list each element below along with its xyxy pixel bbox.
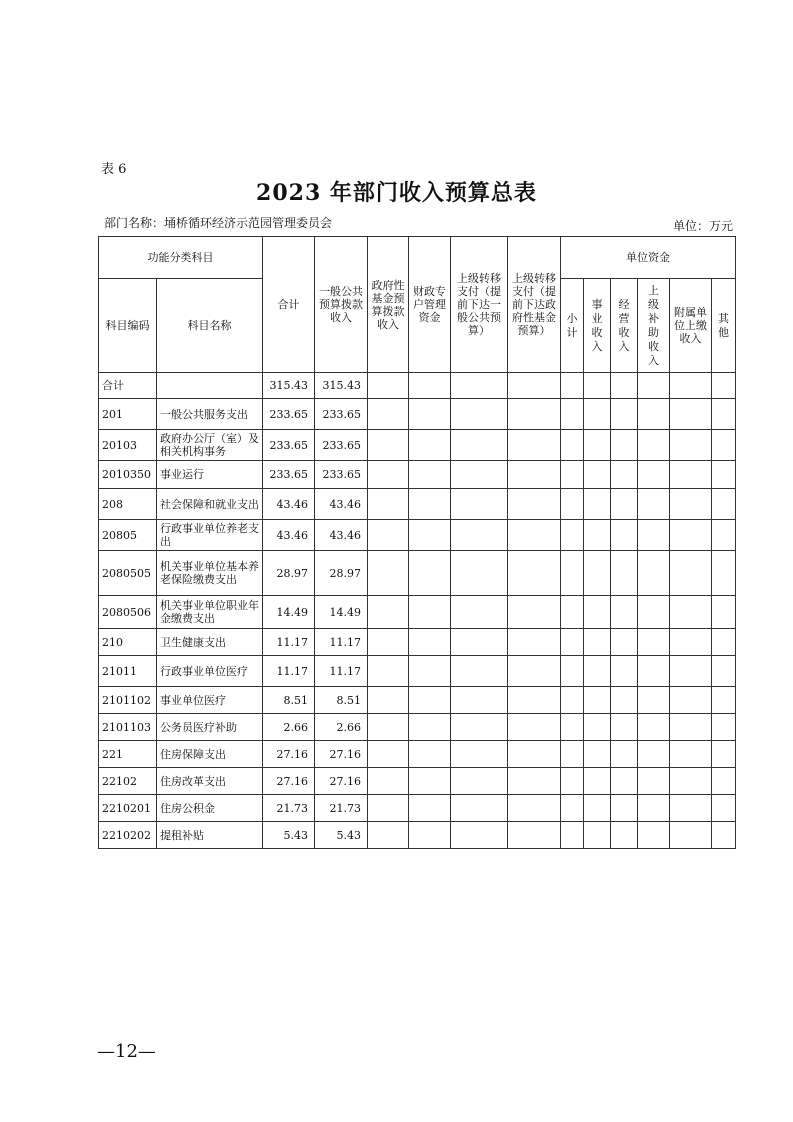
page-title: 2023 年部门收入预算总表 xyxy=(256,180,537,206)
row-total: 233.65 xyxy=(263,399,315,430)
row-code: 2210201 xyxy=(99,795,157,822)
row-code: 20805 xyxy=(99,520,157,551)
row-name: 行政事业单位养老支出 xyxy=(157,520,263,551)
unit-label: 单位：万元 xyxy=(672,219,733,233)
row-code: 2080505 xyxy=(99,551,157,596)
row-general: 21.73 xyxy=(315,795,368,822)
row-name: 公务员医疗补助 xyxy=(157,714,263,741)
row-code: 22102 xyxy=(99,768,157,795)
row-name: 一般公共服务支出 xyxy=(157,399,263,430)
row-general: 43.46 xyxy=(315,489,368,520)
row-name: 机关事业单位基本养老保险缴费支出 xyxy=(157,551,263,596)
header-transfer-fund: 上级转移支付（提前下达政府性基金预算） xyxy=(508,237,561,373)
row-code: 2080506 xyxy=(99,596,157,629)
row-total: 11.17 xyxy=(263,656,315,687)
header-gov-fund: 政府性基金预算拨款收入 xyxy=(368,237,409,373)
row-name: 卫生健康支出 xyxy=(157,629,263,656)
row-name: 住房改革支出 xyxy=(157,768,263,795)
row-general: 11.17 xyxy=(315,629,368,656)
header-func-class: 功能分类科目 xyxy=(99,237,263,279)
header-operating-income xyxy=(611,279,638,373)
header-operating-income-text: 经营收入 xyxy=(618,297,630,353)
row-general: 43.46 xyxy=(315,520,368,551)
header-subtotal-text: 小计 xyxy=(566,311,578,339)
row-name: 事业单位医疗 xyxy=(157,687,263,714)
row-code: 2010350 xyxy=(99,461,157,489)
row-code: 合计 xyxy=(99,373,157,399)
row-code: 2210202 xyxy=(99,822,157,849)
row-total: 28.97 xyxy=(263,551,315,596)
page-number: —12— xyxy=(97,1041,156,1062)
row-total: 21.73 xyxy=(263,795,315,822)
row-total: 315.43 xyxy=(263,373,315,399)
row-general: 233.65 xyxy=(315,430,368,461)
header-special-fiscal: 财政专户管理资金 xyxy=(409,237,451,373)
row-code: 2101102 xyxy=(99,687,157,714)
row-total: 43.46 xyxy=(263,489,315,520)
row-code: 221 xyxy=(99,741,157,768)
row-total: 11.17 xyxy=(263,629,315,656)
row-general: 27.16 xyxy=(315,741,368,768)
header-code: 科目编码 xyxy=(99,279,157,373)
row-code: 201 xyxy=(99,399,157,430)
row-general: 8.51 xyxy=(315,687,368,714)
department-name: 部门名称：埇桥循环经济示范园管理委员会 xyxy=(104,216,333,230)
header-business-income xyxy=(584,279,611,373)
row-name: 住房保障支出 xyxy=(157,741,263,768)
header-subsidy-income xyxy=(638,279,670,373)
row-general: 27.16 xyxy=(315,768,368,795)
row-general: 11.17 xyxy=(315,656,368,687)
row-name: 行政事业单位医疗 xyxy=(157,656,263,687)
header-transfer-general: 上级转移支付（提前下达一般公共预算） xyxy=(451,237,508,373)
row-general: 233.65 xyxy=(315,461,368,489)
row-total: 43.46 xyxy=(263,520,315,551)
row-name: 事业运行 xyxy=(157,461,263,489)
row-code: 210 xyxy=(99,629,157,656)
row-name xyxy=(157,373,263,399)
row-code: 2101103 xyxy=(99,714,157,741)
header-subsidy-income-text: 上级补助收入 xyxy=(648,283,659,367)
row-general: 28.97 xyxy=(315,551,368,596)
row-total: 233.65 xyxy=(263,430,315,461)
header-unit-funds: 单位资金 xyxy=(561,237,736,279)
header-business-income-text: 事业收入 xyxy=(591,297,603,353)
budget-table xyxy=(98,236,736,849)
row-general: 14.49 xyxy=(315,596,368,629)
row-name: 社会保障和就业支出 xyxy=(157,489,263,520)
table-number: 表 6 xyxy=(101,162,127,177)
row-general: 233.65 xyxy=(315,399,368,430)
header-name: 科目名称 xyxy=(157,279,263,373)
header-other xyxy=(712,279,736,373)
row-name: 机关事业单位职业年金缴费支出 xyxy=(157,596,263,629)
row-code: 21011 xyxy=(99,656,157,687)
row-total: 14.49 xyxy=(263,596,315,629)
header-other-text: 其他 xyxy=(718,311,729,339)
header-general-budget: 一般公共预算拨款收入 xyxy=(315,237,368,373)
row-general: 2.66 xyxy=(315,714,368,741)
header-total: 合计 xyxy=(263,237,315,373)
header-affiliated-income: 附属单位上缴收入 xyxy=(670,279,712,373)
row-name: 提租补贴 xyxy=(157,822,263,849)
row-name: 政府办公厅（室）及相关机构事务 xyxy=(157,430,263,461)
row-total: 2.66 xyxy=(263,714,315,741)
row-general: 5.43 xyxy=(315,822,368,849)
row-name: 住房公积金 xyxy=(157,795,263,822)
row-total: 27.16 xyxy=(263,768,315,795)
row-general: 315.43 xyxy=(315,373,368,399)
row-total: 27.16 xyxy=(263,741,315,768)
row-total: 233.65 xyxy=(263,461,315,489)
row-code: 208 xyxy=(99,489,157,520)
row-code: 20103 xyxy=(99,430,157,461)
row-total: 5.43 xyxy=(263,822,315,849)
row-total: 8.51 xyxy=(263,687,315,714)
header-subtotal xyxy=(561,279,584,373)
